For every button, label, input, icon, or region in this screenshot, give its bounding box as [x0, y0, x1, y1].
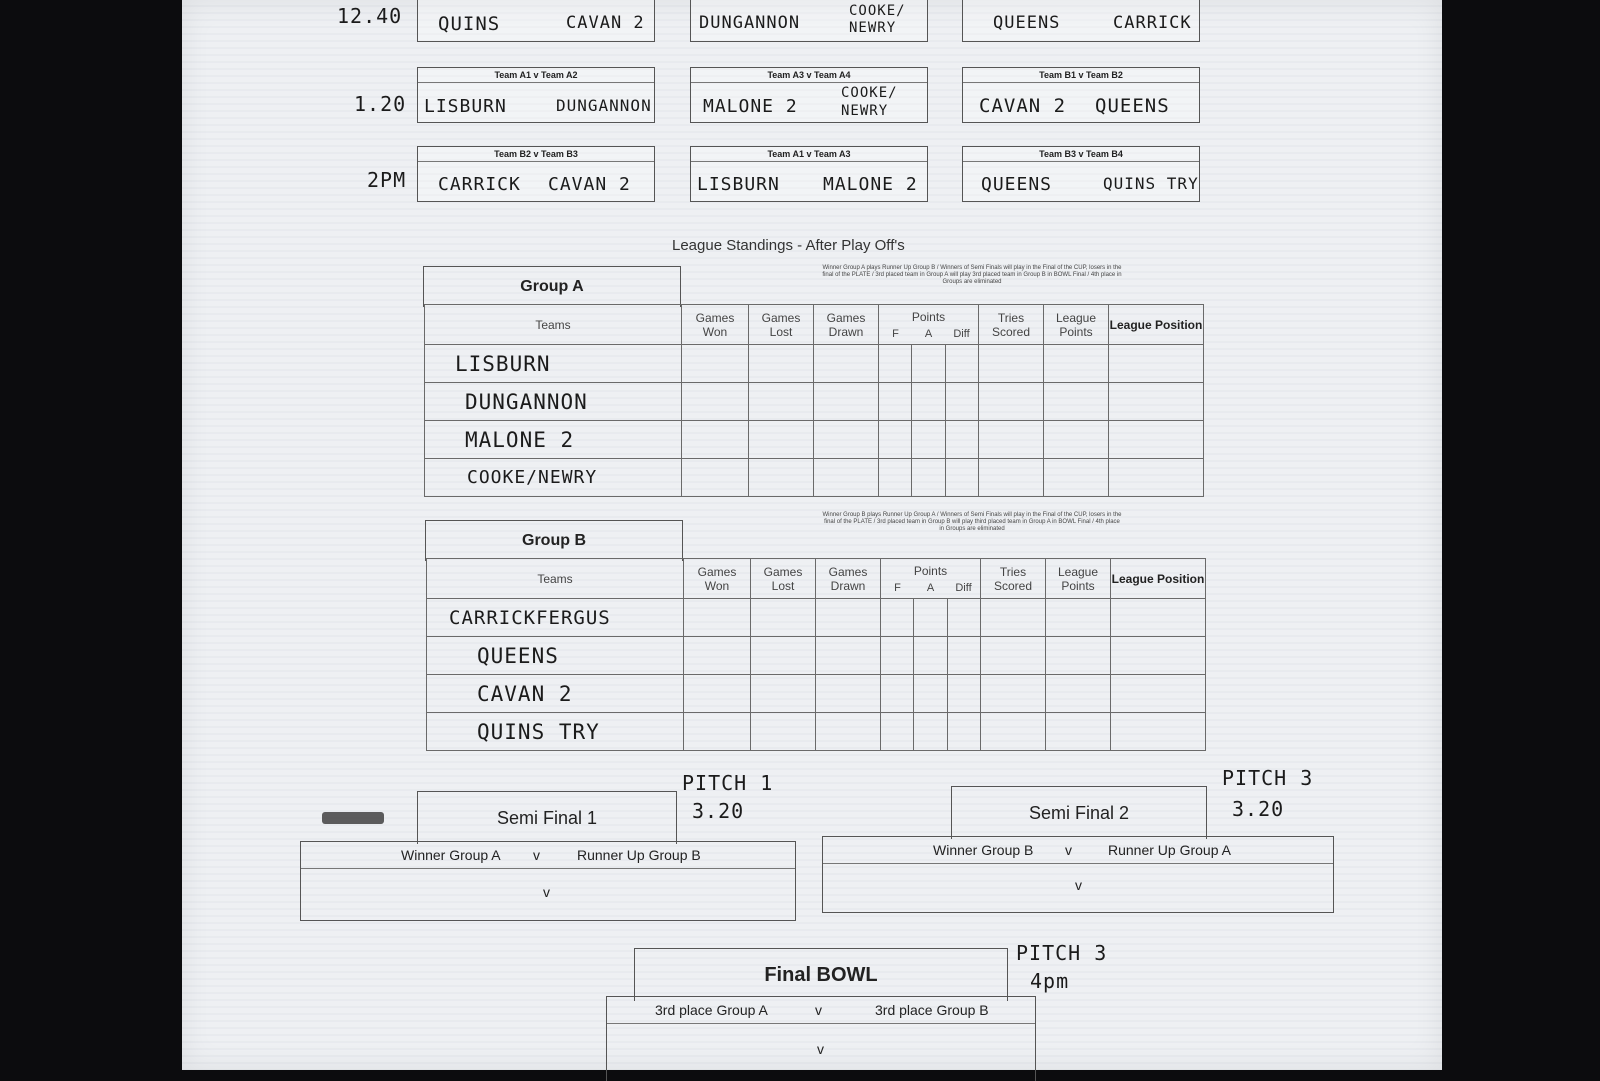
home-team: LISBURN — [697, 174, 780, 195]
final-bowl-title: Final BOWL — [634, 948, 1008, 1001]
points-label: Points — [911, 309, 946, 324]
sf1-result-vs: v — [543, 884, 550, 900]
table-row — [427, 675, 1206, 713]
away-team: DUNGANNON — [556, 96, 652, 115]
col-games-won: Games Won — [682, 305, 749, 345]
away-team: QUEENS — [1095, 95, 1170, 117]
col-points — [879, 305, 979, 345]
away-team: COOKE/ NEWRY — [849, 3, 906, 36]
team-name: COOKE/NEWRY — [425, 459, 682, 497]
fixture-time-row2: 1.20 — [354, 92, 407, 116]
home-team: DUNGANNON — [699, 13, 801, 33]
team-name: QUINS TRY — [427, 713, 684, 751]
away-team: MALONE 2 — [823, 174, 918, 195]
bowl-result-vs: v — [817, 1041, 824, 1057]
col-f: F — [894, 581, 901, 594]
sf2-vs: v — [1065, 842, 1072, 858]
col-tries-scored: Tries Scored — [981, 559, 1046, 599]
col-diff: Diff — [955, 581, 972, 594]
team-name: DUNGANNON — [425, 383, 682, 421]
col-a: A — [926, 581, 935, 594]
table-row — [425, 383, 1204, 421]
semi-final-1-title: Semi Final 1 — [417, 791, 677, 844]
home-team: QUEENS — [981, 174, 1053, 195]
points-label: Points — [913, 563, 948, 578]
fixture-header: Team A1 v Team A3 — [691, 147, 927, 162]
team-name: CAVAN 2 — [427, 675, 684, 713]
fixture-box — [690, 0, 928, 42]
fixture-header: Team A1 v Team A2 — [418, 68, 654, 83]
col-league-position: League Position — [1109, 305, 1204, 345]
home-team: MALONE 2 — [703, 96, 798, 117]
table-row — [427, 713, 1206, 751]
final-bowl-time: 4pm — [1030, 969, 1070, 993]
semi-final-2-title: Semi Final 2 — [951, 786, 1207, 839]
col-games-lost: Games Lost — [751, 559, 816, 599]
col-league-position: League Position — [1111, 559, 1206, 599]
away-team: QUINS TRY — [1103, 174, 1199, 193]
fixture-box — [417, 0, 655, 42]
group-a-title: Group A — [423, 266, 681, 307]
semi-final-2-pitch: PITCH 3 — [1222, 766, 1314, 790]
semi-final-2-time: 3.20 — [1232, 797, 1285, 821]
table-row — [427, 599, 1206, 637]
fixture-time-row3: 2PM — [367, 168, 407, 192]
away-team: COOKE/ NEWRY — [841, 85, 898, 119]
sf2-result-vs: v — [1075, 877, 1082, 893]
table-row — [425, 421, 1204, 459]
fixture-header: Team B3 v Team B4 — [963, 147, 1199, 162]
col-diff: Diff — [953, 327, 970, 340]
fixture-box — [690, 67, 928, 123]
away-team: CAVAN 2 — [566, 13, 645, 33]
table-row — [425, 345, 1204, 383]
col-games-drawn: Games Drawn — [814, 305, 879, 345]
fixture-header: Team A3 v Team A4 — [691, 68, 927, 83]
col-teams: Teams — [427, 559, 684, 599]
table-row — [425, 459, 1204, 497]
group-b-note: Winner Group B plays Runner Up Group A / Winners of Semi Finals will play in the Final of the CUP, losers in the final of the PLATE / 3rd placed team in Group B will play third placed team in Group A in BOWL Final / 4th place in Groups are eliminated — [822, 512, 1122, 532]
table-header-row — [427, 559, 1206, 599]
group-a-note: Winner Group A plays Runner Up Group B / Winners of Semi Finals will play in the Final of the CUP, losers in the final of the PLATE / 3rd placed team in Group A will play 3rd placed team in Group B in BOWL Final / 4th place in Groups are eliminated — [822, 265, 1122, 285]
home-team: QUEENS — [993, 13, 1061, 33]
col-games-lost: Games Lost — [749, 305, 814, 345]
away-team: CARRICK — [1113, 13, 1192, 33]
table-header-row — [425, 305, 1204, 345]
col-games-drawn: Games Drawn — [816, 559, 881, 599]
col-tries-scored: Tries Scored — [979, 305, 1044, 345]
col-teams: Teams — [425, 305, 682, 345]
fixture-header: Team B1 v Team B2 — [963, 68, 1199, 83]
col-points — [881, 559, 981, 599]
scribbled-out-text — [322, 812, 384, 824]
sf1-left-team: Winner Group A — [401, 847, 501, 863]
col-a: A — [924, 327, 933, 340]
col-league-points: League Points — [1046, 559, 1111, 599]
home-team: QUINS — [438, 13, 501, 35]
fixture-box — [690, 146, 928, 202]
group-b-title: Group B — [425, 520, 683, 561]
fixture-box — [962, 67, 1200, 123]
bowl-vs: v — [815, 1002, 822, 1018]
col-games-won: Games Won — [684, 559, 751, 599]
fixture-box — [962, 146, 1200, 202]
final-bowl-pitch: PITCH 3 — [1016, 941, 1108, 965]
final-bowl-matchup — [606, 996, 1036, 1081]
team-name: LISBURN — [425, 345, 682, 383]
home-team: CAVAN 2 — [979, 95, 1067, 117]
group-b-table — [426, 558, 1206, 751]
group-a-table — [424, 304, 1204, 497]
sf2-right-team: Runner Up Group A — [1108, 842, 1231, 858]
semi-final-2-matchup — [822, 836, 1334, 913]
semi-final-1-matchup — [300, 841, 796, 921]
team-name: QUEENS — [427, 637, 684, 675]
fixture-box — [417, 146, 655, 202]
away-team: CAVAN 2 — [548, 174, 631, 195]
col-f: F — [892, 327, 899, 340]
semi-final-1-time: 3.20 — [692, 799, 745, 823]
bowl-left-team: 3rd place Group A — [655, 1002, 768, 1018]
team-name: CARRICKFERGUS — [427, 599, 684, 637]
col-league-points: League Points — [1044, 305, 1109, 345]
sf2-left-team: Winner Group B — [933, 842, 1034, 858]
standings-title: League Standings - After Play Off's — [672, 237, 905, 254]
fixture-box — [962, 0, 1200, 42]
fixture-time-row1: 12.40 — [337, 4, 403, 28]
home-team: LISBURN — [424, 96, 507, 117]
whiteboard — [182, 0, 1442, 1070]
sf1-right-team: Runner Up Group B — [577, 847, 701, 863]
team-name: MALONE 2 — [425, 421, 682, 459]
home-team: CARRICK — [438, 174, 521, 195]
fixture-header: Team B2 v Team B3 — [418, 147, 654, 162]
bowl-right-team: 3rd place Group B — [875, 1002, 989, 1018]
table-row — [427, 637, 1206, 675]
fixture-box — [417, 67, 655, 123]
semi-final-1-pitch: PITCH 1 — [682, 771, 774, 795]
sf1-vs: v — [533, 847, 540, 863]
